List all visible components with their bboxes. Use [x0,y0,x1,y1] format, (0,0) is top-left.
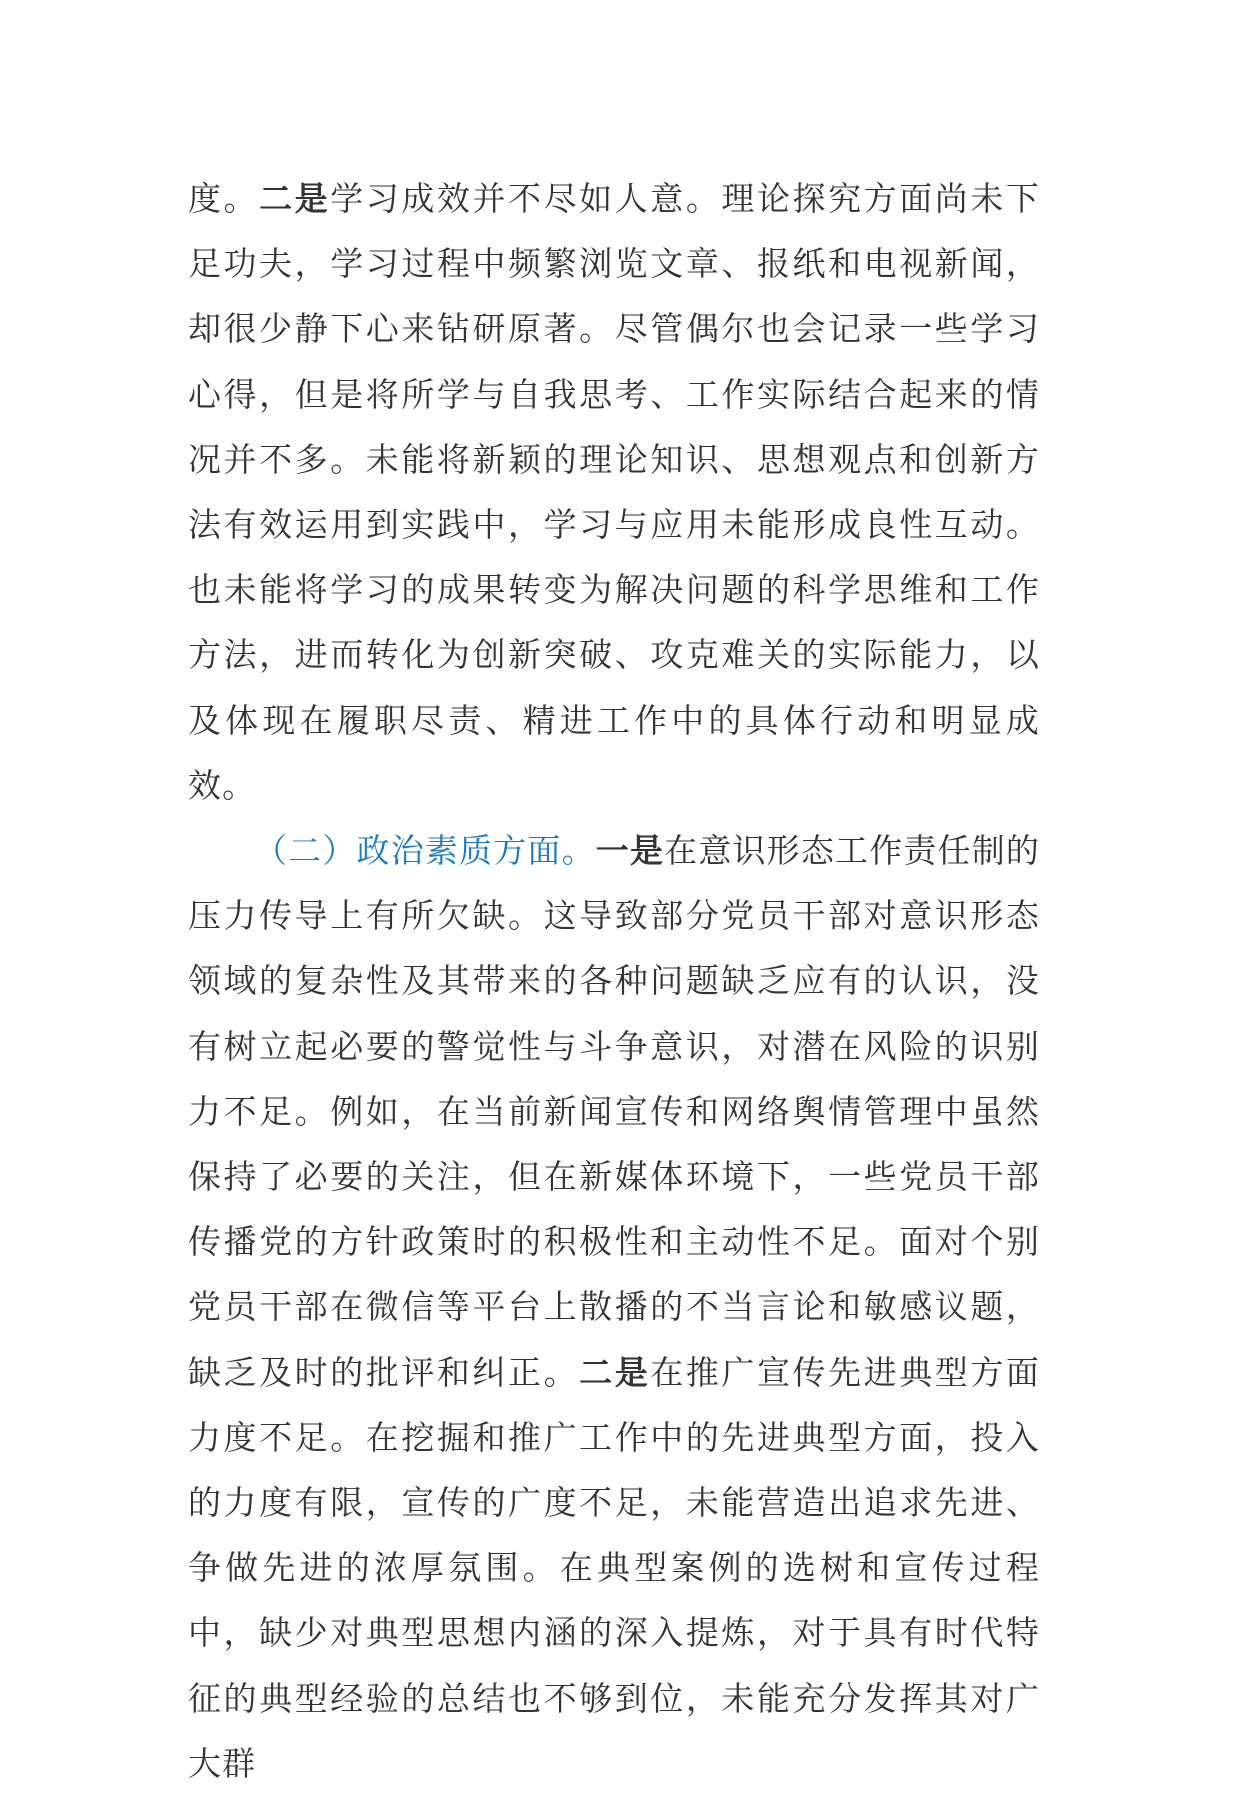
paragraph-political-quality [188,818,1040,1796]
paragraph-study-results [188,166,1040,818]
paragraph2-marker-second: 二是 [579,1352,651,1392]
paragraph1-text-body: 学习成效并不尽如人意。理论探究方面尚未下足功夫，学习过程中频繁浏览文章、报纸和电视新闻，却很少静下心来钻研原著。尽管偶尔也会记录一些学习心得，但是将所学与自我思考、工作实际结合起来的情况并不多。未能将新颖的理论知识、思想观点和创新方法有效运用到实践中，学习与应用未能形成良性互动。也未能将学习的成果转变为解决问题的科学思维和工作方法，进而转化为创新突破、攻克难关的实际能力，以及体现在履职尽责、精进工作中的具体行动和明显成效。 [188,179,1041,805]
paragraph2-text-first: 在意识形态工作责任制的压力传导上有所欠缺。这导致部分党员干部对意识形态领域的复杂性及其带来的各种问题缺乏应有的认识，没有树立起必要的警觉性与斗争意识，对潜在风险的识别力不足。例如，在当前新闻宣传和网络舆情管理中虽然保持了必要的关注，但在新媒体环境下，一些党员干部传播党的方针政策时的积极性和主动性不足。面对个别党员干部在微信等平台上散播的不当言论和敏感议题，缺乏及时的批评和纠正。 [188,831,1041,1392]
document-body [188,166,1040,1796]
section-heading-political-quality: （二）政治素质方面。 [254,831,596,871]
paragraph2-text-second: 在推广宣传先进典型方面力度不足。在挖掘和推广工作中的先进典型方面，投入的力度有限，宣传的广度不足，未能营造出追求先进、争做先进的浓厚氛围。在典型案例的选树和宣传过程中，缺少对典型思想内涵的深入提炼，对于具有时代特征的典型经验的总结也不够到位，未能充分发挥其对广大群 [188,1352,1040,1783]
paragraph2-marker-first: 一是 [595,831,665,871]
paragraph1-text-start: 度。 [188,179,260,218]
paragraph1-marker-second: 二是 [259,179,331,218]
